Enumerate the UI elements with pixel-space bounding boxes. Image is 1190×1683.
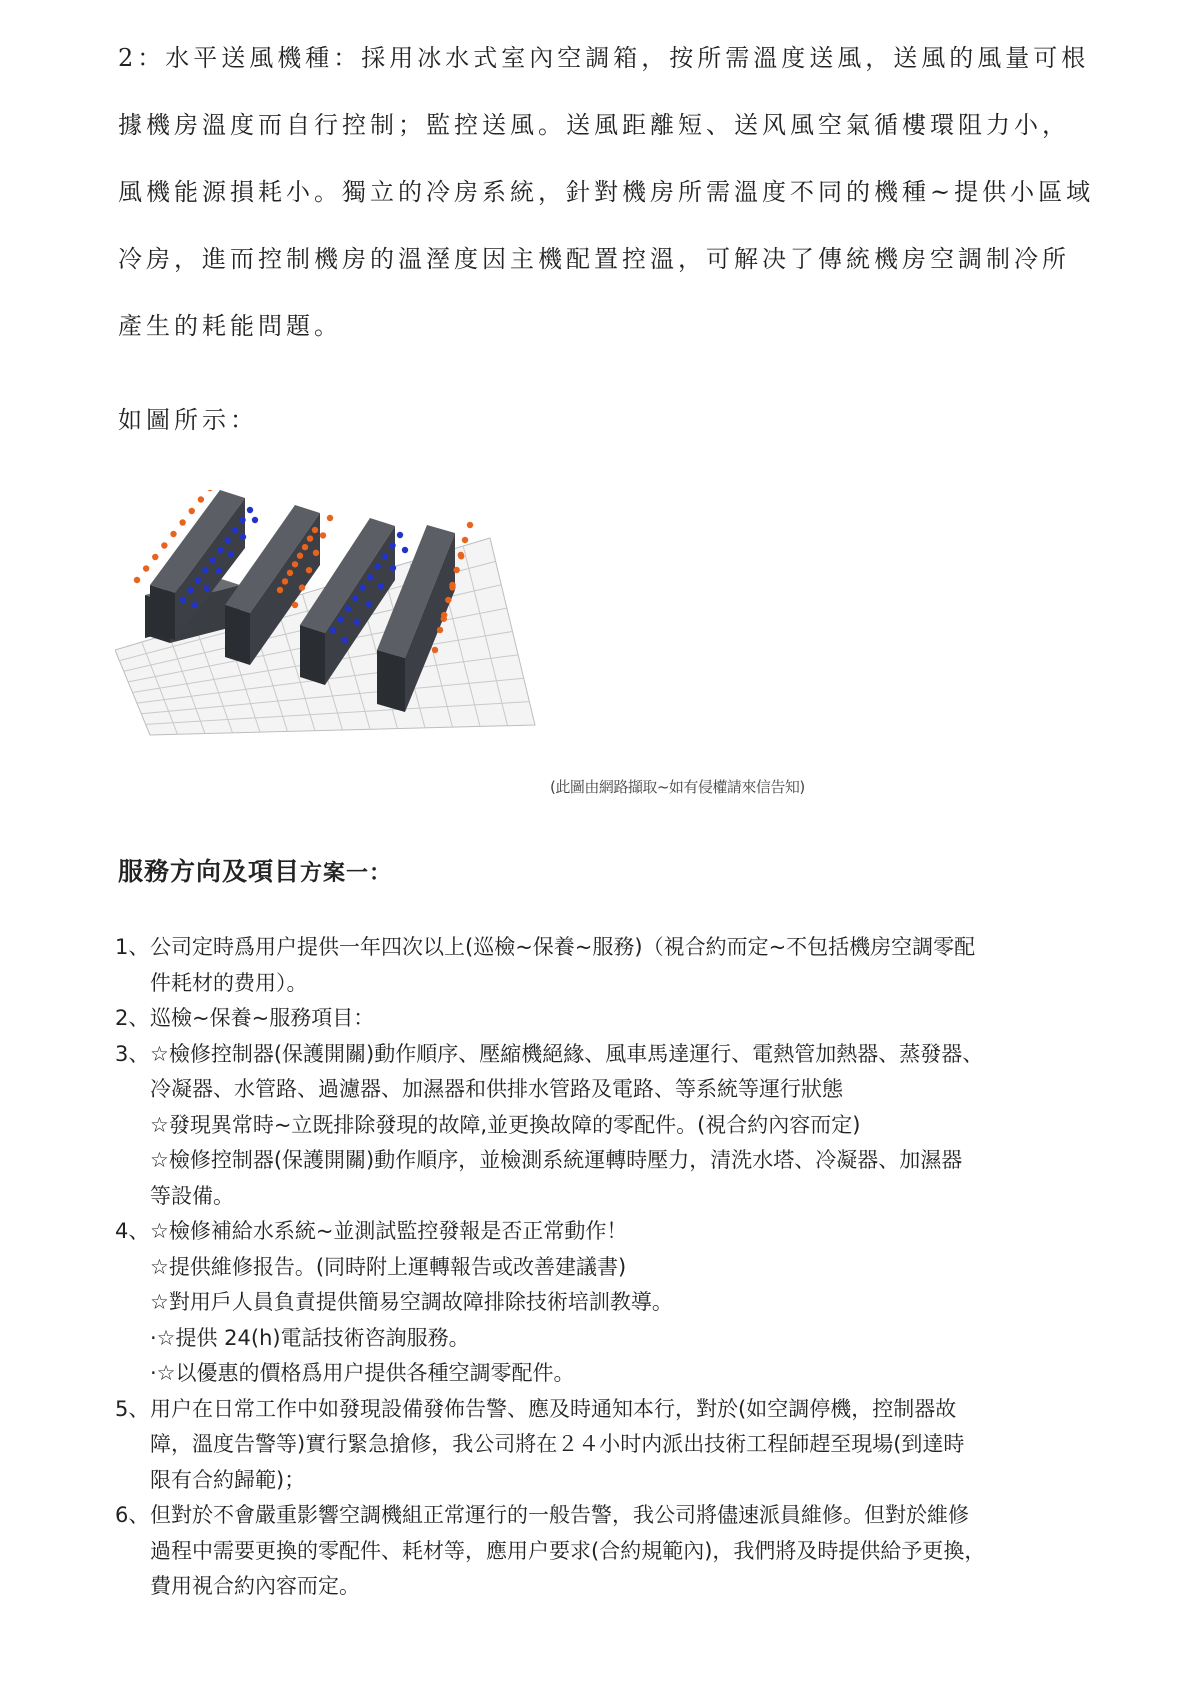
hot-air-dot <box>453 567 459 573</box>
cold-air-dot <box>180 597 186 603</box>
intro-line: 產生的耗能問題。 <box>118 312 342 340</box>
hot-air-dot <box>152 554 158 560</box>
list-item-line: 過程中需要更換的零配件、耗材等，應用户要求(合約規範內)，我們將及時提供給予更換， <box>150 1538 986 1563</box>
cold-air-dot <box>342 637 348 643</box>
list-item-line: 冷凝器、水管路、過濾器、加濕器和供排水管路及電路、等系統等運行狀態 <box>150 1077 843 1101</box>
cold-air-dot <box>224 537 230 543</box>
cold-air-dot <box>402 547 408 553</box>
list-item-line: 障，溫度告警等)實行緊急搶修，我公司將在２４小时内派出技術工程師趕至現場(到達時 <box>150 1432 965 1456</box>
list-item <box>115 930 1095 1001</box>
cold-air-dot <box>389 542 395 548</box>
hot-air-dot <box>161 542 167 548</box>
list-item-line: 件耗材的费用）。 <box>150 970 308 995</box>
hot-air-dot <box>327 515 333 521</box>
cold-air-dot <box>382 553 388 559</box>
list-item-line: 巡檢~保養~服務項目： <box>150 1006 375 1030</box>
hot-air-dot <box>306 567 312 573</box>
cold-air-dot <box>366 601 372 607</box>
hot-air-dot <box>445 597 451 603</box>
list-item-line: ☆對用戶人員負責提供簡易空調故障排除技術培訓教導。 <box>150 1290 673 1314</box>
cold-air-dot <box>352 595 358 601</box>
cold-air-dot <box>354 619 360 625</box>
list-item <box>115 1214 1095 1392</box>
cold-air-dot <box>210 557 216 563</box>
hot-air-dot <box>179 519 185 525</box>
cold-air-dot <box>232 527 238 533</box>
hot-air-dot <box>277 587 283 593</box>
cold-air-dot <box>252 517 258 523</box>
cold-air-dot <box>378 583 384 589</box>
hot-air-dot <box>198 496 204 502</box>
list-item-number: 1、 <box>115 935 150 959</box>
hot-air-dot <box>313 550 319 556</box>
intro-line: 風機能源損耗小。獨立的冷房系統，針對機房所需溫度不同的機種~提供小區域 <box>118 178 1095 206</box>
list-item <box>115 1001 1095 1037</box>
hot-air-dot <box>302 544 308 550</box>
hot-air-dot <box>437 627 443 633</box>
list-item-line: ☆提供維修报告。(同時附上運轉報告或改善建議書) <box>150 1254 627 1279</box>
cold-air-dot <box>247 507 253 513</box>
hot-air-dot <box>467 522 473 528</box>
hot-air-dot <box>458 553 464 559</box>
figure-caption: (此圖由網路擷取~如有侵權請來信告知) <box>550 778 805 796</box>
hot-air-dot <box>441 616 447 622</box>
intro-line: 據機房溫度而自行控制；監控送風。送風距離短、送风風空氣循樓環阻力小， <box>118 111 1070 139</box>
hot-air-dot <box>189 508 195 514</box>
cold-air-dot <box>195 577 201 583</box>
list-item-line: 公司定時爲用户提供一年四次以上(巡檢~保養~服務)（視合約而定~不包括機房空調零配 <box>150 935 976 959</box>
cold-air-dot <box>367 574 373 580</box>
hot-air-dot <box>462 537 468 543</box>
cold-air-dot <box>330 627 336 633</box>
cold-air-dot <box>397 532 403 538</box>
list-item-line: 但對於不會嚴重影響空調機組正常運行的一般告警，我公司將儘速派員維修。但對於維修 <box>150 1503 969 1527</box>
as-shown-label: 如圖所示： <box>118 406 258 434</box>
section-plan: 方案一： <box>300 861 393 886</box>
list-item-line: ☆檢修控制器(保護開關)動作順序，並檢測系統運轉時壓力，清洗水塔、冷凝器、加濕器 <box>150 1148 963 1172</box>
list-item-number: 5、 <box>115 1396 150 1421</box>
section-title <box>118 852 392 888</box>
hot-air-dot <box>292 561 298 567</box>
list-item-number: 2、 <box>115 1006 150 1030</box>
cold-air-dot <box>345 606 351 612</box>
hot-air-dot <box>320 532 326 538</box>
server-room-airflow-figure <box>115 490 545 790</box>
intro-line: 冷房，進而控制機房的溫溼度因主機配置控溫，可解决了傳統機房空調制冷所 <box>118 245 1070 273</box>
hot-air-dot <box>299 584 305 590</box>
intro-line: 2：水平送風機種：採用冰水式室內空調箱，按所需溫度送風，送風的風量可根 <box>118 44 1090 72</box>
cold-air-dot <box>337 616 343 622</box>
hot-air-dot <box>287 570 293 576</box>
list-item-line: ☆發現異常時~立既排除發現的故障,並更換故障的零配件。(視合約內容而定) <box>150 1112 861 1137</box>
hot-air-dot <box>207 490 213 491</box>
list-item-line: ·☆以優惠的價格爲用户提供各種空調零配件。 <box>150 1361 575 1385</box>
hot-air-dot <box>297 553 303 559</box>
hot-air-dot <box>292 602 298 608</box>
list-item-number: 6、 <box>115 1503 150 1527</box>
list-item <box>115 1037 1095 1215</box>
list-item-number: 3、 <box>115 1041 150 1066</box>
list-item-line: 用户在日常工作中如發現設備發佈告警、應及時通知本行，對於(如空調停機，控制器故 <box>150 1396 957 1421</box>
section-title-main: 服務方向及項目 <box>118 857 301 886</box>
hot-air-dot <box>449 584 455 590</box>
cold-air-dot <box>192 602 198 608</box>
cold-air-dot <box>240 534 246 540</box>
list-item-line: ☆檢修補給水系統~並測試監控發報是否正常動作！ <box>150 1219 628 1243</box>
cold-air-dot <box>202 567 208 573</box>
service-items-list <box>115 930 1095 1605</box>
hot-air-dot <box>312 527 318 533</box>
list-item <box>115 1498 1095 1605</box>
hot-air-dot <box>282 578 288 584</box>
list-item-line: 等設備。 <box>150 1183 234 1208</box>
cold-air-dot <box>374 563 380 569</box>
list-item-line: 費用視合約內容而定。 <box>150 1574 360 1598</box>
cold-air-dot <box>360 585 366 591</box>
list-item-line: ☆檢修控制器(保護開關)動作順序、壓縮機絕緣、風車馬達運行、電熱管加熱器、蒸發器、 <box>150 1041 984 1066</box>
hot-air-dot <box>134 577 140 583</box>
list-item <box>115 1392 1095 1499</box>
cold-air-dot <box>228 551 234 557</box>
cold-air-dot <box>187 587 193 593</box>
hot-air-dot <box>170 531 176 537</box>
hot-air-dot <box>143 565 149 571</box>
list-item-line: 限有合約歸範)； <box>150 1467 306 1492</box>
cold-air-dot <box>239 517 245 523</box>
cold-air-dot <box>217 547 223 553</box>
hot-air-dot <box>307 535 313 541</box>
cold-air-dot <box>390 565 396 571</box>
cold-air-dot <box>216 568 222 574</box>
hot-air-dot <box>432 647 438 653</box>
list-item-line: ·☆提供 24(h)電話技術咨詢服務。 <box>150 1325 470 1350</box>
list-item-number: 4、 <box>115 1219 150 1243</box>
cold-air-dot <box>204 585 210 591</box>
